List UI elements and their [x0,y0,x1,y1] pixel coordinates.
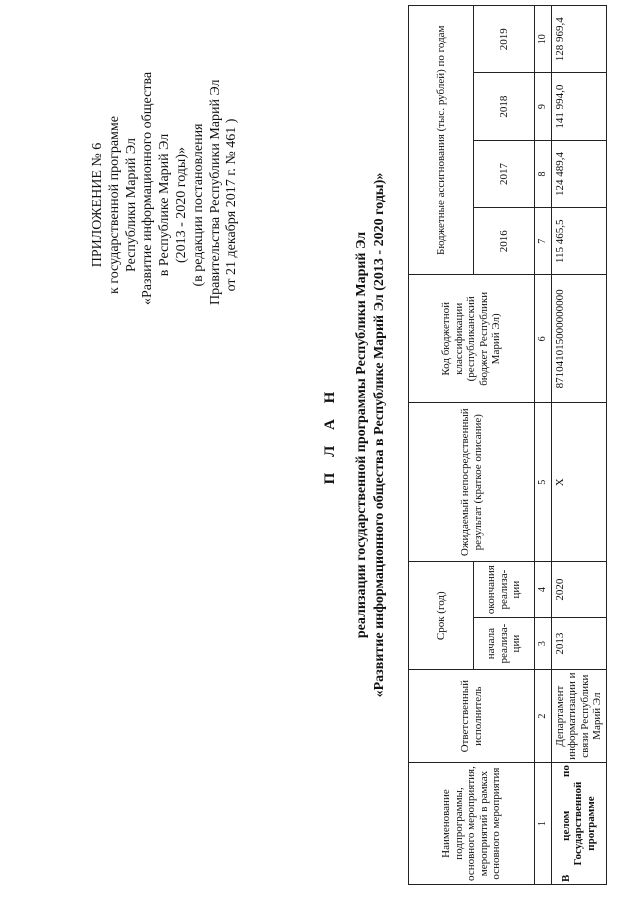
col-number: 2 [535,670,552,763]
table-row [551,6,607,885]
header-line: (в редакции постановления [190,123,206,287]
header-line: к государственной программе [106,116,122,294]
col-number: 9 [535,73,552,140]
row-name-word: В [559,874,572,882]
row-start-year: 2013 [551,617,607,669]
col-number: 4 [535,562,552,618]
header-line: Республики Марий Эл [123,138,139,272]
header-line: в Республике Марий Эл [157,133,173,277]
row-name-rest: Государственной программе [572,781,598,866]
col-header-end: окончания реализа-ции [474,562,535,618]
col-header-result: Ожидаемый непосредственный результат (краткое описание) [409,403,535,562]
header-line: (2013 - 2020 годы)» [173,147,189,264]
row-name-word: по [559,765,572,777]
row-executor: Департамент информатизации и связи Республики Марий Эл [551,670,607,763]
title-line-1: реализации государственной программы Республики Марий Эл [354,231,369,639]
appendix-header [90,71,241,305]
col-number: 7 [535,208,552,275]
col-number: 1 [535,763,552,885]
col-header-term: Срок (год) [409,562,474,670]
col-number: 5 [535,403,552,562]
row-name-cell [551,763,607,885]
row-value-2018: 141 994,0 [551,73,607,140]
col-header-executor: Ответственный исполнитель [409,670,535,763]
col-header-budget: Бюджетные ассигнования (тыс. рублей) по годам [409,6,474,275]
col-header-name: Наименование подпрограммы, основного мероприятия, мероприятий в рамках основного мероприятия [409,763,535,885]
document-title [322,85,388,785]
col-header-2018: 2018 [474,73,535,140]
col-header-2016: 2016 [474,208,535,275]
plan-heading: П Л А Н [322,385,338,485]
table-header-row [409,6,474,885]
col-header-code: Код бюджетной классификации (республиканский бюджет Республики Марий Эл) [409,275,535,403]
col-number: 10 [535,6,552,73]
column-number-row [535,6,552,885]
header-line: от 21 декабря 2017 г. № 461 ) [224,118,240,292]
row-budget-code: 871041015000000000 [551,275,607,403]
row-end-year: 2020 [551,562,607,618]
row-value-2017: 124 489,4 [551,140,607,207]
plan-table [408,5,607,885]
row-result: Х [551,403,607,562]
col-number: 6 [535,275,552,403]
row-name-word: целом [559,810,572,841]
col-number: 8 [535,140,552,207]
col-header-2019: 2019 [474,6,535,73]
header-line: Правительства Республики Марий Эл [207,79,223,305]
header-line: ПРИЛОЖЕНИЕ № 6 [90,142,105,268]
row-value-2019: 128 969,4 [551,6,607,73]
col-header-2017: 2017 [474,140,535,207]
row-value-2016: 115 465,5 [551,208,607,275]
title-line-2: «Развитие информационного общества в Республике Марий Эл (2013 - 2020 годы)» [371,172,387,698]
col-header-start: начала реализа-ции [474,617,535,669]
header-line: «Развитие информационного общества [140,71,156,305]
col-number: 3 [535,617,552,669]
